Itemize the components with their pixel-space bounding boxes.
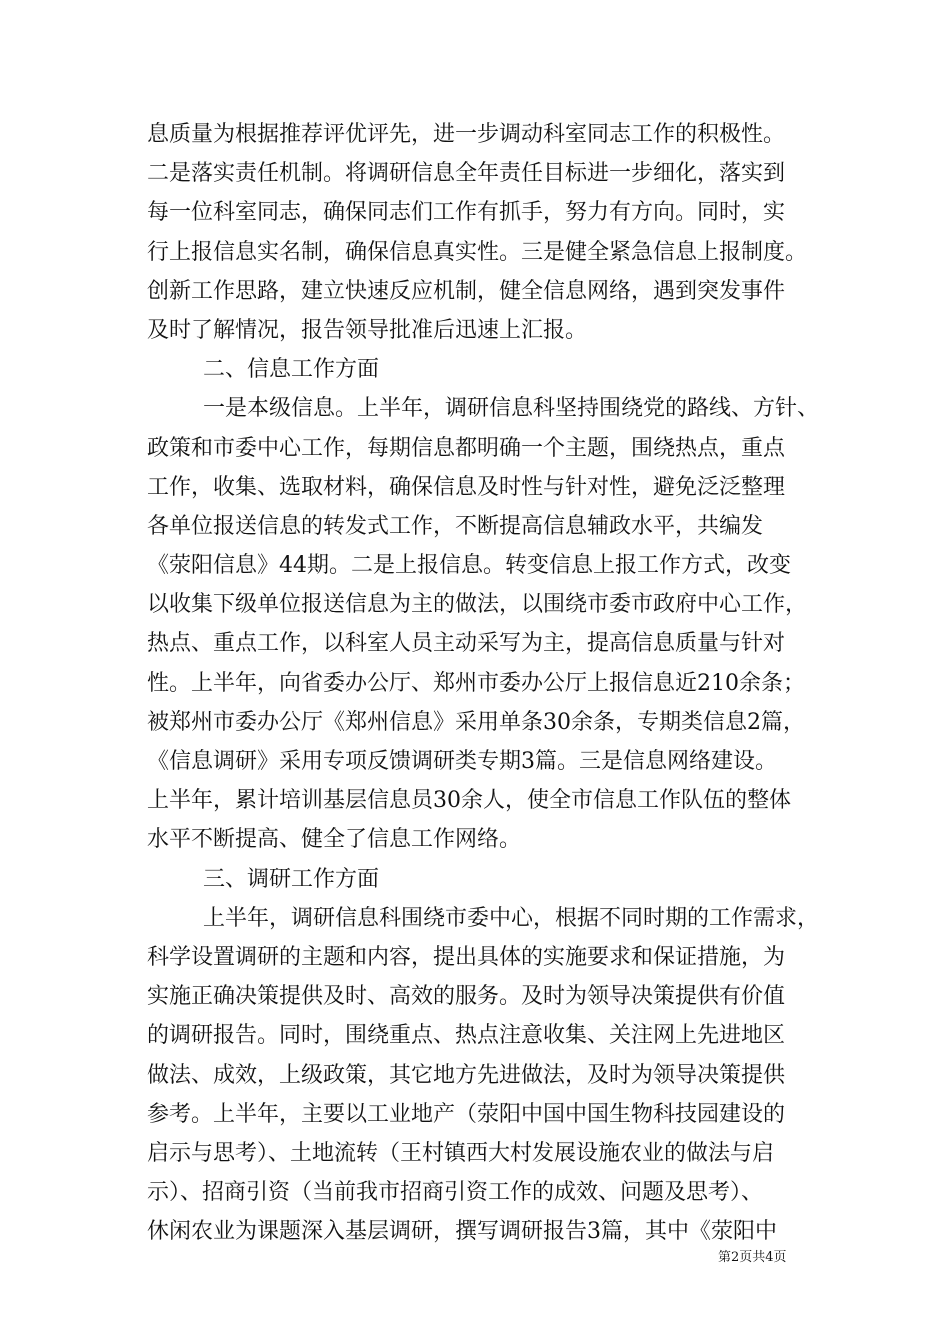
text-line: 示）、招商引资（当前我市招商引资工作的成效、问题及思考）、 (147, 1180, 764, 1206)
text-line: 行上报信息实名制，确保信息真实性。三是健全紧急信息上报制度。 (147, 239, 808, 265)
text-line: 性。上半年，向省委办公厅、郑州市委办公厅上报信息近210余条； (147, 670, 805, 696)
text-line: 政策和市委中心工作，每期信息都明确一个主题，围绕热点，重点 (147, 435, 786, 461)
text-line: 启示与思考）、土地流转（王村镇西大村发展设施农业的做法与启 (147, 1140, 775, 1166)
text-line: 一是本级信息。上半年，调研信息科坚持围绕党的路线、方针、 (203, 396, 820, 422)
text-line: 息质量为根据推荐评优评先，进一步调动科室同志工作的积极性。 (147, 122, 786, 147)
text-line: 创新工作思路，建立快速反应机制，健全信息网络，遇到突发事件 (147, 278, 786, 304)
text-line: 上半年，调研信息科围绕市委中心，根据不同时期的工作需求， (203, 905, 820, 931)
document-body (147, 115, 827, 1251)
text-line: 以收集下级单位报送信息为主的做法，以围绕市委市政府中心工作， (147, 592, 808, 618)
text-line: 每一位科室同志，确保同志们工作有抓手，努力有方向。同时，实 (147, 200, 786, 226)
text-line: 参考。上半年，主要以工业地产（荥阳中国中国生物科技园建设的 (147, 1101, 786, 1127)
text-line: 工作，收集、选取材料，确保信息及时性与针对性，避免泛泛整理 (147, 474, 786, 500)
text-line: 实施正确决策提供及时、高效的服务。及时为领导决策提供有价值 (147, 984, 786, 1010)
text-line: 休闲农业为课题深入基层调研，撰写调研报告3篇，其中《荥阳中 (147, 1219, 777, 1245)
text-line: 被郑州市委办公厅《郑州信息》采用单条30余条，专期类信息2篇， (147, 709, 805, 735)
text-line: 各单位报送信息的转发式工作，不断提高信息辅政水平，共编发 (147, 513, 764, 539)
page-number: 第2页共4页 (718, 1250, 787, 1265)
text-line: 上半年，累计培训基层信息员30余人，使全市信息工作队伍的整体 (147, 788, 791, 814)
text-line: 二是落实责任机制。将调研信息全年责任目标进一步细化，落实到 (147, 161, 786, 187)
text-line: 科学设置调研的主题和内容，提出具体的实施要求和保证措施，为 (147, 944, 786, 970)
text-line: 的调研报告。同时，围绕重点、热点注意收集、关注网上先进地区 (147, 1023, 786, 1049)
text-line: 水平不断提高、健全了信息工作网络。 (147, 827, 522, 853)
text-line: 及时了解情况，报告领导批准后迅速上汇报。 (147, 317, 588, 343)
text-line: 《荥阳信息》44期。二是上报信息。转变信息上报工作方式，改变 (147, 553, 791, 579)
text-line: 做法、成效，上级政策，其它地方先进做法，及时为领导决策提供 (147, 1062, 786, 1088)
section-heading: 三、调研工作方面 (203, 866, 380, 892)
text-line: 热点、重点工作，以科室人员主动采写为主，提高信息质量与针对 (147, 631, 786, 657)
text-line: 《信息调研》采用专项反馈调研类专期3篇。三是信息网络建设。 (147, 749, 777, 774)
section-heading: 二、信息工作方面 (203, 357, 380, 383)
